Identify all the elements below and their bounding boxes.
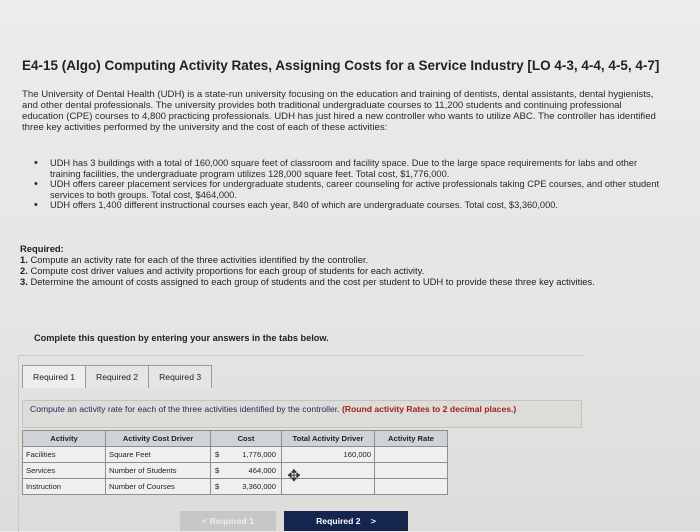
- activity-cell: Instruction: [23, 479, 106, 495]
- complete-prompt: Complete this question by entering your answers in the tabs below.: [34, 333, 329, 343]
- total-driver-input[interactable]: 160,000: [282, 447, 375, 463]
- required-section: [20, 243, 660, 287]
- required-item: 1. Compute an activity rate for each of the three activities identified by the controller.: [20, 254, 369, 265]
- activity-rate-input[interactable]: [375, 447, 448, 463]
- col-activity: Activity: [23, 431, 106, 447]
- col-total-driver: Total Activity Driver: [282, 431, 375, 447]
- cost-cell: $ 3,360,000: [211, 479, 282, 495]
- required-heading: Required:: [20, 243, 64, 254]
- list-item: • UDH has 3 buildings with a total of 160,000 square feet of classroom and facility space. Due to the large space requirements for labs and other training facilities, the undergraduate program utilizes 128,000 square feet. Total cost, $1,776,000.: [34, 157, 638, 179]
- chevron-left-icon: <: [202, 516, 208, 526]
- col-rate: Activity Rate: [375, 431, 448, 447]
- activity-cell: Facilities: [23, 447, 106, 463]
- chevron-right-icon: >: [370, 516, 376, 526]
- list-item: • UDH offers 1,400 different instructional courses each year, 840 of which are undergraduate courses. Total cost, $3,360,000.: [34, 199, 559, 212]
- table-row: [23, 463, 448, 479]
- driver-cell: Square Feet: [106, 447, 211, 463]
- col-cost: Cost: [211, 431, 282, 447]
- problem-intro: The University of Dental Health (UDH) is a state-run university focusing on the education and training of dentists, dental assistants, dental hygienists, and other dental professionals. The university provides both traditional undergraduate courses to 11,200 students and continuing professional education (CPE) courses to 4,800 practicing professionals. UDH has just hired a new controller who wants to utilize ABC. The controller has identified three key activities performed by the university and the cost of each of these activities:: [22, 89, 656, 133]
- activity-cell: Services: [23, 463, 106, 479]
- driver-cell: Number of Students: [106, 463, 211, 479]
- next-label: Required 2: [316, 516, 361, 526]
- rounding-note: (Round activity Rates to 2 decimal places.): [341, 404, 517, 414]
- driver-cell: Number of Courses: [106, 479, 211, 495]
- required-item: 3. Determine the amount of costs assigned to each group of students and the cost per student to UDH to provide these three key activities.: [20, 276, 595, 287]
- tab-bar: [22, 365, 211, 389]
- list-item: • UDH offers career placement services for undergraduate students, career counseling for active professionals taking CPE courses, and other student services to both groups. Total cost, $464,000.: [34, 178, 660, 200]
- problem-title: E4-15 (Algo) Computing Activity Rates, Assigning Costs for a Service Industry [LO 4-3, 4-4, 4-5, 4-7]: [22, 58, 660, 73]
- cost-cell: $ 1,776,000: [211, 447, 282, 463]
- col-driver: Activity Cost Driver: [106, 431, 211, 447]
- bullet-text: UDH has 3 buildings with a total of 160,000 square feet of classroom and facility space. Due to the large space requirements for labs and other training facilities, the undergraduate program utilizes 128,000 square feet. Total cost, $1,776,000.: [50, 158, 638, 179]
- previous-button[interactable]: [180, 511, 276, 531]
- tab-required-1[interactable]: Required 1: [22, 365, 86, 388]
- instruction-text: Compute an activity rate for each of the three activities identified by the controller. (Round activity Rates to 2 decimal places.): [30, 404, 517, 414]
- move-cursor-icon: ✥: [287, 468, 301, 485]
- bullet-text: UDH offers 1,400 different instructional courses each year, 840 of which are undergraduate courses. Total cost, $3,360,000.: [50, 200, 559, 211]
- activity-rate-input[interactable]: [375, 463, 448, 479]
- table-row: [23, 479, 448, 495]
- activity-rate-input[interactable]: [375, 479, 448, 495]
- cost-cell: $ 464,000: [211, 463, 282, 479]
- tab-required-2[interactable]: Required 2: [85, 365, 149, 388]
- bullet-text: UDH offers career placement services for undergraduate students, career counseling for active professionals taking CPE courses, and other student services to both groups. Total cost, $464,000.: [50, 179, 660, 200]
- previous-label: Required 1: [209, 516, 254, 526]
- activity-list: [34, 158, 660, 211]
- activity-rate-table: [22, 430, 448, 495]
- tab-required-3[interactable]: Required 3: [148, 365, 212, 388]
- table-row: [23, 447, 448, 463]
- required-item: 2. Compute cost driver values and activity proportions for each group of students for each activity.: [20, 265, 425, 276]
- next-button[interactable]: [284, 511, 408, 531]
